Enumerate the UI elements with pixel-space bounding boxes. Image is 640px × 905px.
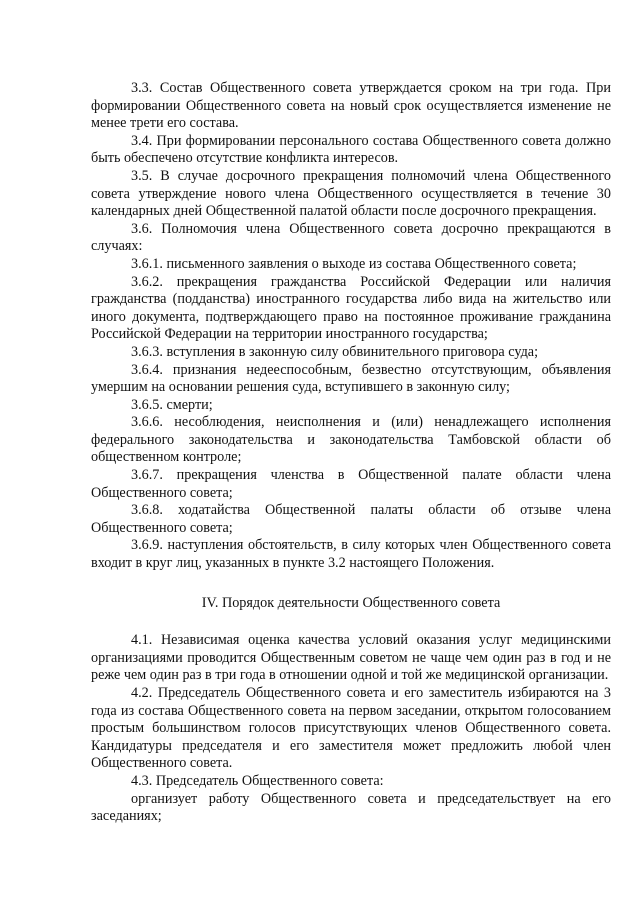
paragraph-3-6-6: 3.6.6. несоблюдения, неисполнения и (или) ненадлежащего исполнения федерального законодательства и законодательства Тамбовской области об общественном контроле; [91, 414, 611, 466]
paragraph-3-6-8: 3.6.8. ходатайства Общественной палаты области об отзыве члена Общественного совета; [91, 502, 611, 536]
paragraph-3-3: 3.3. Состав Общественного совета утверждается сроком на три года. При формировании Общественного совета на новый срок осуществляется изменение не менее трети его состава. [91, 80, 611, 132]
paragraph-3-6-3: 3.6.3. вступления в законную силу обвинительного приговора суда; [131, 343, 539, 360]
paragraph-3-5: 3.5. В случае досрочного прекращения полномочий члена Общественного совета утверждение нового члена Общественного осуществляется в течение 30 календарных дней Общественной палатой области после досрочного прекращения. [91, 167, 611, 220]
paragraph-3-6-1: 3.6.1. письменного заявления о выходе из состава Общественного совета; [131, 255, 577, 272]
paragraph-4-3: 4.3. Председатель Общественного совета: [131, 772, 384, 789]
paragraph-3-6-7: 3.6.7. прекращения членства в Общественной палате области члена Общественного совета; [91, 467, 611, 501]
paragraph-3-6-5: 3.6.5. смерти; [131, 396, 213, 413]
paragraph-3-6-9: 3.6.9. наступления обстоятельств, в силу которых член Общественного совета входит в круг лиц, указанных в пункте 3.2 настоящего Положения. [91, 537, 611, 572]
paragraph-4-3-item: организует работу Общественного совета и председательствует на его заседаниях; [91, 790, 611, 825]
paragraph-3-6-2: 3.6.2. прекращения гражданства Российской Федерации или наличия гражданства (подданства) иностранного государства либо вида на жительство или иного документа, подтверждающего право на постоянное проживание гражданина Российской Федерации на территории иностранного государства; [91, 273, 611, 343]
paragraph-4-2: 4.2. Председатель Общественного совета и его заместитель избираются на 3 года из состава Общественного совета на первом заседании, открытом голосованием простым большинством голосов присутствующих членов Общественного совета. Кандидатуры председателя и его заместителя может предложить любой член Общественного совета. [91, 685, 611, 772]
section-heading: IV. Порядок деятельности Общественного совета [201, 594, 501, 611]
paragraph-4-1: 4.1. Независимая оценка качества условий оказания услуг медицинскими организациями проводится Общественным советом не чаще чем один раз в год и не реже чем один раз в три года в отношении одной и той же медицинской организации. [91, 632, 611, 684]
document-body [91, 80, 611, 826]
paragraph-3-4: 3.4. При формировании персонального состава Общественного совета должно быть обеспечено отсутствие конфликта интересов. [91, 132, 611, 167]
paragraph-3-6-4: 3.6.4. признания недееспособным, безвестно отсутствующим, объявления умершим на основании решения суда, вступившего в законную силу; [91, 361, 611, 396]
paragraph-3-6: 3.6. Полномочия члена Общественного совета досрочно прекращаются в случаях: [91, 220, 611, 255]
